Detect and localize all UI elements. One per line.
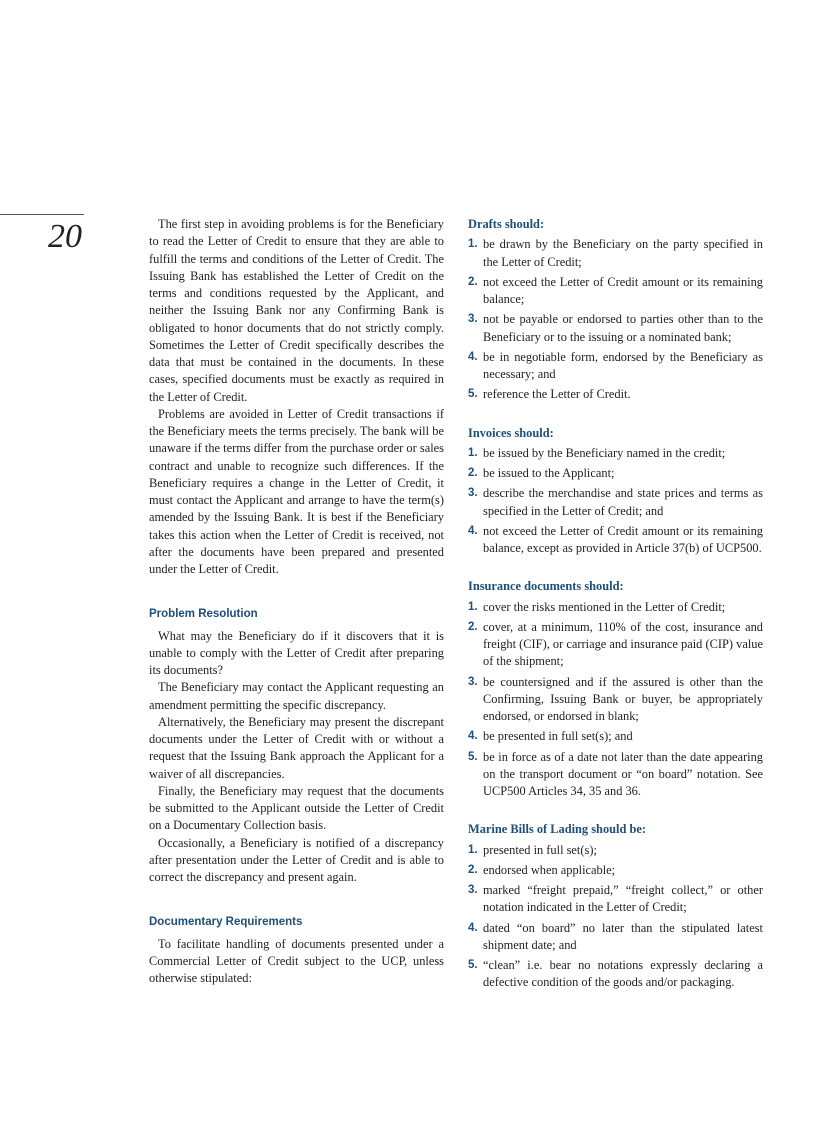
item-number: 5. xyxy=(468,959,478,971)
item-text: reference the Letter of Credit. xyxy=(483,387,631,402)
list-item xyxy=(468,349,763,384)
insurance-list xyxy=(468,599,763,801)
item-text: not exceed the Letter of Credit amount or its remaining balance, except as provided in Article 37(b) of UCP500. xyxy=(483,523,763,555)
list-item xyxy=(468,236,763,271)
item-number: 4. xyxy=(468,524,478,537)
list-item xyxy=(468,445,763,462)
list-item xyxy=(468,386,763,403)
page-number: 20 xyxy=(48,218,82,255)
insurance-heading: Insurance documents should: xyxy=(468,579,624,594)
invoices-heading: Invoices should: xyxy=(468,425,554,440)
item-text: not exceed the Letter of Credit amount or its remaining balance; xyxy=(483,274,763,306)
left-column xyxy=(149,216,444,987)
item-number: 2. xyxy=(468,863,478,876)
problem-resolution-paragraph: Alternatively, the Beneficiary may present the discrepant documents under the Letter of Credit with or without a request that the Issuing Bank approach the Applicant for a waiver of all discrepancies. xyxy=(149,714,444,781)
item-text: endorsed when applicable; xyxy=(483,862,616,877)
item-number: 3. xyxy=(468,884,478,896)
list-item xyxy=(468,311,763,346)
list-item xyxy=(468,728,763,745)
drafts-heading: Drafts should: xyxy=(468,217,545,231)
item-text: be countersigned and if the assured is other than the Confirming, Issuing Bank or buyer, be appropriately endorsed, or endorsed in blank; xyxy=(483,674,763,723)
list-item xyxy=(468,920,763,955)
intro-paragraph: Problems are avoided in Letter of Credit transactions if the Beneficiary meets the terms precisely. The bank will be unaware if the terms differ from the purchase order or sales contract and unable to recognize such differences. If the Beneficiary requires a change in the Letter of Credit, it must contact the Applicant and arrange to have the term(s) amended by the Issuing Bank. It is best if the Beneficiary takes this action when the Letter of Credit is received, not after the documents have been prepared and presented under the Letter of Credit. xyxy=(149,406,444,576)
item-text: dated “on board” no later than the stipulated latest shipment date; and xyxy=(483,920,763,952)
page-number-rule xyxy=(0,214,84,215)
item-number: 4. xyxy=(468,921,478,934)
item-number: 1. xyxy=(468,843,478,856)
problem-resolution-paragraph: Occasionally, a Beneficiary is notified of a discrepancy after presentation under the Letter of Credit and is able to correct the discrepancy and present again. xyxy=(149,835,444,884)
list-item xyxy=(468,599,763,616)
list-item xyxy=(468,957,763,992)
item-text: describe the merchandise and state prices and terms as specified in the Letter of Credit; and xyxy=(483,486,763,518)
list-item xyxy=(468,465,763,482)
item-number: 1. xyxy=(468,446,478,459)
item-text: marked “freight prepaid,” “freight collect,” or other notation indicated in the Letter of Credit; xyxy=(483,883,763,915)
list-item xyxy=(468,882,763,917)
list-item xyxy=(468,523,763,558)
right-column xyxy=(468,216,763,995)
item-text: not be payable or endorsed to parties other than to the Beneficiary or to the issuing or a nominated bank; xyxy=(483,312,763,344)
item-text: presented in full set(s); xyxy=(483,842,597,857)
item-number: 3. xyxy=(468,675,478,688)
item-number: 3. xyxy=(468,487,478,500)
item-text: be drawn by the Beneficiary on the party specified in the Letter of Credit; xyxy=(483,237,763,269)
list-item xyxy=(468,749,763,801)
item-text: be issued by the Beneficiary named in the credit; xyxy=(483,445,726,460)
item-number: 1. xyxy=(468,238,478,251)
documentary-requirements-heading: Documentary Requirements xyxy=(149,916,303,929)
list-item xyxy=(468,842,763,859)
list-item xyxy=(468,674,763,726)
item-text: cover the risks mentioned in the Letter of Credit; xyxy=(483,599,726,614)
item-number: 2. xyxy=(468,620,478,633)
item-text: be presented in full set(s); and xyxy=(483,729,633,744)
problem-resolution-paragraph: The Beneficiary may contact the Applicant requesting an amendment permitting the specific discrepancy. xyxy=(149,680,444,712)
item-text: be issued to the Applicant; xyxy=(483,466,615,480)
intro-paragraph: The first step in avoiding problems is for the Beneficiary to read the Letter of Credit to ensure that they are able to fulfill the terms and conditions of the Letter of Credit. The Issuing Bank has established the Letter of Credit on the terms and conditions requested by the Applicant, and neither the Issuing Bank nor any Confirming Bank is obligated to honor documents that do not strictly comply. Sometimes the Letter of Credit specifically describes the data that must be contained in the documents. In these cases, specified documents must be exactly as required in the Letter of Credit. xyxy=(149,217,444,404)
item-number: 2. xyxy=(468,275,478,288)
item-number: 1. xyxy=(468,600,478,613)
list-item xyxy=(468,862,763,879)
item-text: be in negotiable form, endorsed by the Beneficiary as necessary; and xyxy=(483,349,763,381)
item-text: cover, at a minimum, 110% of the cost, insurance and freight (CIF), or carriage and insurance paid (CIP) value of the shipment; xyxy=(483,619,763,669)
item-text: “clean” i.e. bear no notations expressly declaring a defective condition of the goods and/or packaging. xyxy=(483,958,763,990)
item-number: 4. xyxy=(468,350,478,363)
problem-resolution-paragraph: What may the Beneficiary do if it discovers that it is unable to comply with the Letter of Credit after preparing its documents? xyxy=(149,628,444,677)
list-item xyxy=(468,619,763,671)
invoices-list xyxy=(468,445,763,558)
item-number: 4. xyxy=(468,730,478,743)
problem-resolution-heading: Problem Resolution xyxy=(149,608,258,621)
bills-of-lading-list xyxy=(468,842,763,992)
drafts-list xyxy=(468,236,763,403)
bills-of-lading-heading: Marine Bills of Lading should be: xyxy=(468,822,646,837)
list-item xyxy=(468,485,763,520)
documentary-requirements-paragraph: To facilitate handling of documents presented under a Commercial Letter of Credit subject to the UCP, unless otherwise stipulated: xyxy=(149,936,444,985)
item-number: 5. xyxy=(468,750,478,763)
item-number: 3. xyxy=(468,313,478,326)
problem-resolution-paragraph: Finally, the Beneficiary may request that the documents be submitted to the Applicant outside the Letter of Credit on a Documentary Collection basis. xyxy=(149,783,444,833)
item-number: 2. xyxy=(468,467,478,479)
item-number: 5. xyxy=(468,388,478,401)
list-item xyxy=(468,274,763,309)
item-text: be in force as of a date not later than the date appearing on the transport document or “on board” notation. See UCP500 Articles 34, 35 and 36. xyxy=(483,749,763,798)
